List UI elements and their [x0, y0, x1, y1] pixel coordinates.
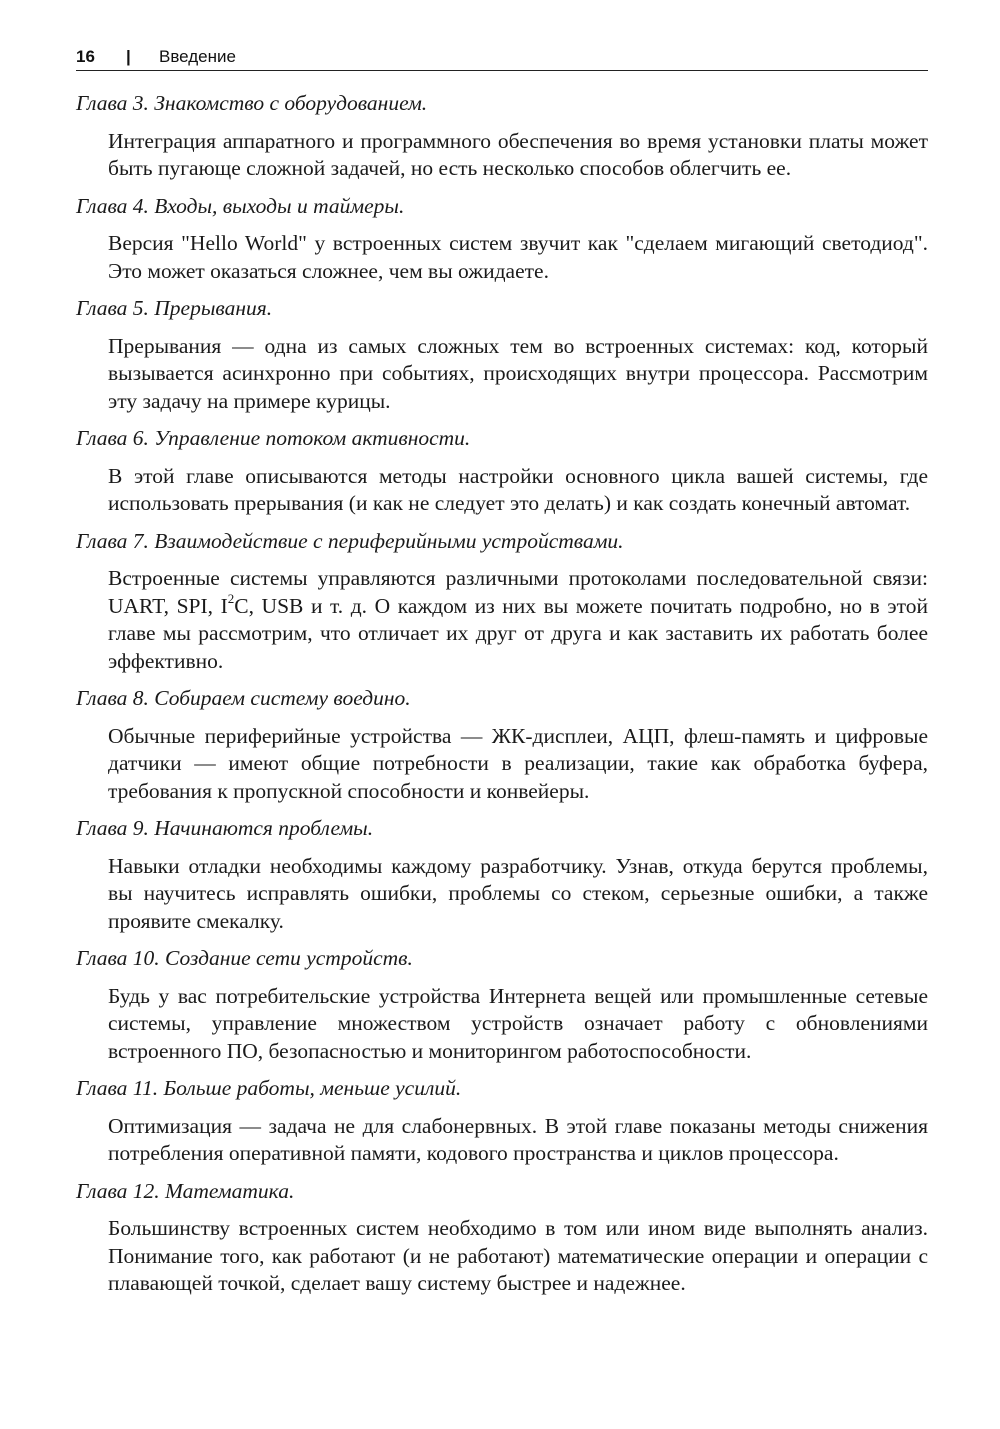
- chapter-title: Глава 6. Управление потоком активности.: [76, 426, 471, 450]
- chapter-title: Глава 12. Математика.: [76, 1178, 295, 1203]
- description-text: Встроенные системы управляются различными протоколами последовательной связи: UART, SPI, I: [108, 566, 928, 618]
- chapter-description: Версия "Hello World" у встроенных систем звучит как "сделаем мигающий светодиод". Это может оказаться сложнее, чем вы ожидаете.: [108, 231, 928, 283]
- chapter-title: Глава 11. Больше работы, меньше усилий.: [76, 1076, 462, 1100]
- chapter-title: Глава 9. Начинаются проблемы.: [76, 816, 374, 840]
- chapter-description: В этой главе описываются методы настройки основного цикла вашей системы, где использовать прерывания (и как не следует это делать) и как создать конечный автомат.: [108, 463, 928, 515]
- description-text: C, USB и т. д. О каждом из них вы можете почитать подробно, но в этой главе мы рассмотрим, что отличает их друг от друга и как заставить их работать более эффективно.: [108, 593, 928, 673]
- chapter-title: Глава 5. Прерывания.: [76, 296, 273, 320]
- chapter-description: Оптимизация — задача не для слабонервных. В этой главе показаны методы снижения потребления оперативной памяти, кодового пространства и циклов процессора.: [108, 1113, 928, 1165]
- chapter-title: Глава 7. Взаимодействие с периферийными устройствами.: [76, 528, 624, 553]
- chapter-description: Интеграция аппаратного и программного обеспечения во время установки платы может быть пугающе сложной задачей, но есть несколько способов облегчить ее.: [108, 128, 928, 180]
- chapter-description: Обычные периферийные устройства — ЖК-дисплеи, АЦП, флеш-память и цифровые датчики — имеют общие потребности в реализации, такие как обработка буфера, требования к пропускной способности и конвейеры.: [108, 723, 928, 803]
- page-number: 16: [76, 47, 95, 66]
- chapter-title: Глава 4. Входы, выходы и таймеры.: [76, 193, 405, 218]
- superscript: 2: [227, 591, 235, 607]
- chapter-list: [76, 90, 928, 1308]
- chapter-title: Глава 10. Создание сети устройств.: [76, 946, 413, 970]
- section-title: Введение: [159, 47, 236, 66]
- header-separator: |: [126, 47, 131, 66]
- chapter-title: Глава 3. Знакомство с оборудованием.: [76, 91, 428, 115]
- chapter-description: [108, 565, 928, 675]
- chapter-description: Будь у вас потребительские устройства Интернета вещей или промышленные сетевые системы, управление множеством устройств означает работу с обновлениями встроенного ПО, безопасностью и мониторингом работоспособности.: [108, 983, 928, 1063]
- running-header: [76, 44, 928, 71]
- chapter-description: Большинству встроенных систем необходимо в том или ином виде выполнять анализ. Понимание того, как работают (и не работают) математические операции и операции с плавающей точкой, сделает вашу систему быстрее и надежнее.: [108, 1216, 928, 1295]
- chapter-description: Навыки отладки необходимы каждому разработчику. Узнав, откуда берутся проблемы, вы научитесь исправлять ошибки, проблемы со стеком, серьезные ошибки, а также проявите смекалку.: [108, 853, 928, 933]
- chapter-title: Глава 8. Собираем систему воедино.: [76, 686, 411, 710]
- chapter-description: Прерывания — одна из самых сложных тем во встроенных системах: код, который вызывается асинхронно при событиях, происходящих внутри процессора. Рассмотрим эту задачу на примере курицы.: [108, 333, 928, 413]
